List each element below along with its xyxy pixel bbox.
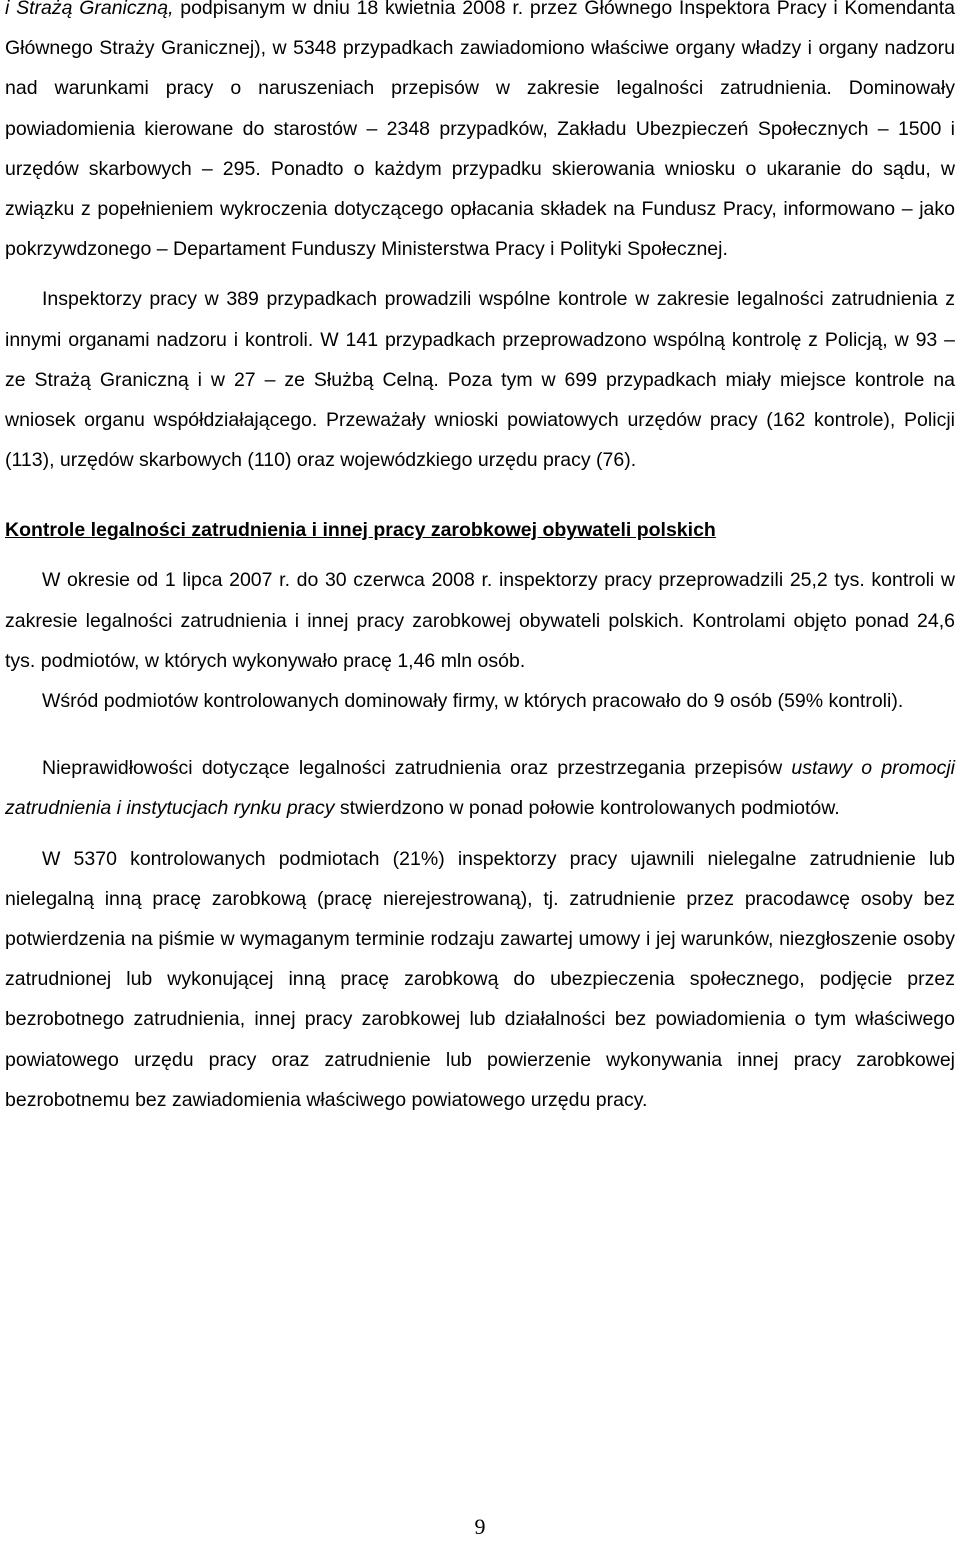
- paragraph-irregularities-end: stwierdzono w ponad połowie kontrolowanych podmiotów.: [334, 797, 840, 820]
- document-page: [5, 0, 955, 1120]
- paragraph-joint-inspections: Inspektorzy pracy w 389 przypadkach prowadzili wspólne kontrole w zakresie legalności zatrudnienia z innymi organami nadzoru i kontroli. W 141 przypadkach przeprowadzono wspólną kontrolę z Policją, w 93 – ze Strażą Graniczną i w 27 – ze Służbą Celną. Poza tym w 699 przypadkach miały miejsce kontrole na wniosek organu współdziałającego. Przeważały wnioski powiatowych urzędów pracy (162 kontrole), Policji (113), urzędów skarbowych (110) oraz wojewódzkiego urzędu pracy (76).: [5, 288, 955, 472]
- paragraph-notifications-text: podpisanym w dniu 18 kwietnia 2008 r. przez Głównego Inspektora Pracy i Komendanta Głównego Straży Granicznej), w 5348 przypadkach zawiadomiono właściwe organy władzy i organy nadzoru nad warunkami pracy o naruszeniach przepisów w zakresie legalności zatrudnienia. Dominowały powiadomienia kierowane do starostów – 2348 przypadków, Zakładu Ubezpieczeń Społecznych – 1500 i urzędów skarbowych – 295. Ponadto o każdym przypadku skierowania wniosku o ukaranie do sądu, w związku z popełnieniem wykroczenia dotyczącego opłacania składek na Fundusz Pracy, informowano – jako pokrzywdzonego – Departament Funduszy Ministerstwa Pracy i Polityki Społecznej.: [5, 0, 955, 261]
- section-heading: Kontrole legalności zatrudnienia i innej pracy zarobkowej obywateli polskich: [5, 519, 716, 542]
- paragraph-irregularities: [5, 748, 955, 828]
- paragraph-notifications-italic-lead: i Strażą Graniczną,: [5, 0, 174, 19]
- paragraph-inspection-period: W okresie od 1 lipca 2007 r. do 30 czerwca 2008 r. inspektorzy pracy przeprowadzili 25,2 tys. kontroli w zakresie legalności zatrudnienia i innej pracy zarobkowej obywateli polskich. Kontrolami objęto ponad 24,6 tys. podmiotów, w których wykonywało pracę 1,46 mln osób.: [5, 569, 955, 672]
- paragraph-irregularities-start: Nieprawidłowości dotyczące legalności zatrudnienia oraz przestrzegania przepisów: [42, 757, 792, 780]
- paragraph-dominant-entities: Wśród podmiotów kontrolowanych dominowały firmy, w których pracowało do 9 osób (59% kontroli).: [42, 690, 904, 713]
- page-number: 9: [474, 1514, 486, 1539]
- paragraph-notifications: [5, 0, 955, 269]
- paragraph-illegal-employment: W 5370 kontrolowanych podmiotach (21%) inspektorzy pracy ujawnili nielegalne zatrudnienie lub nielegalną inną pracę zarobkową (pracę nierejestrowaną), tj. zatrudnienie przez pracodawcę osoby bez potwierdzenia na piśmie w wymaganym terminie rodzaju zawartej umowy i jej warunków, niezgłoszenie osoby zatrudnionej lub wykonującej inną pracę zarobkową do ubezpieczenia społecznego, podjęcie przez bezrobotnego zatrudnienia, innej pracy zarobkowej lub działalności bez powiadomienia o tym właściwego powiatowego urzędu pracy oraz zatrudnienie lub powierzenie wykonywania innej pracy zarobkowej bezrobotnemu bez zawiadomienia właściwego powiatowego urzędu pracy.: [5, 847, 955, 1111]
- act-title-italic: ustawy o promocji zatrudnienia i instytucjach rynku pracy: [5, 757, 955, 820]
